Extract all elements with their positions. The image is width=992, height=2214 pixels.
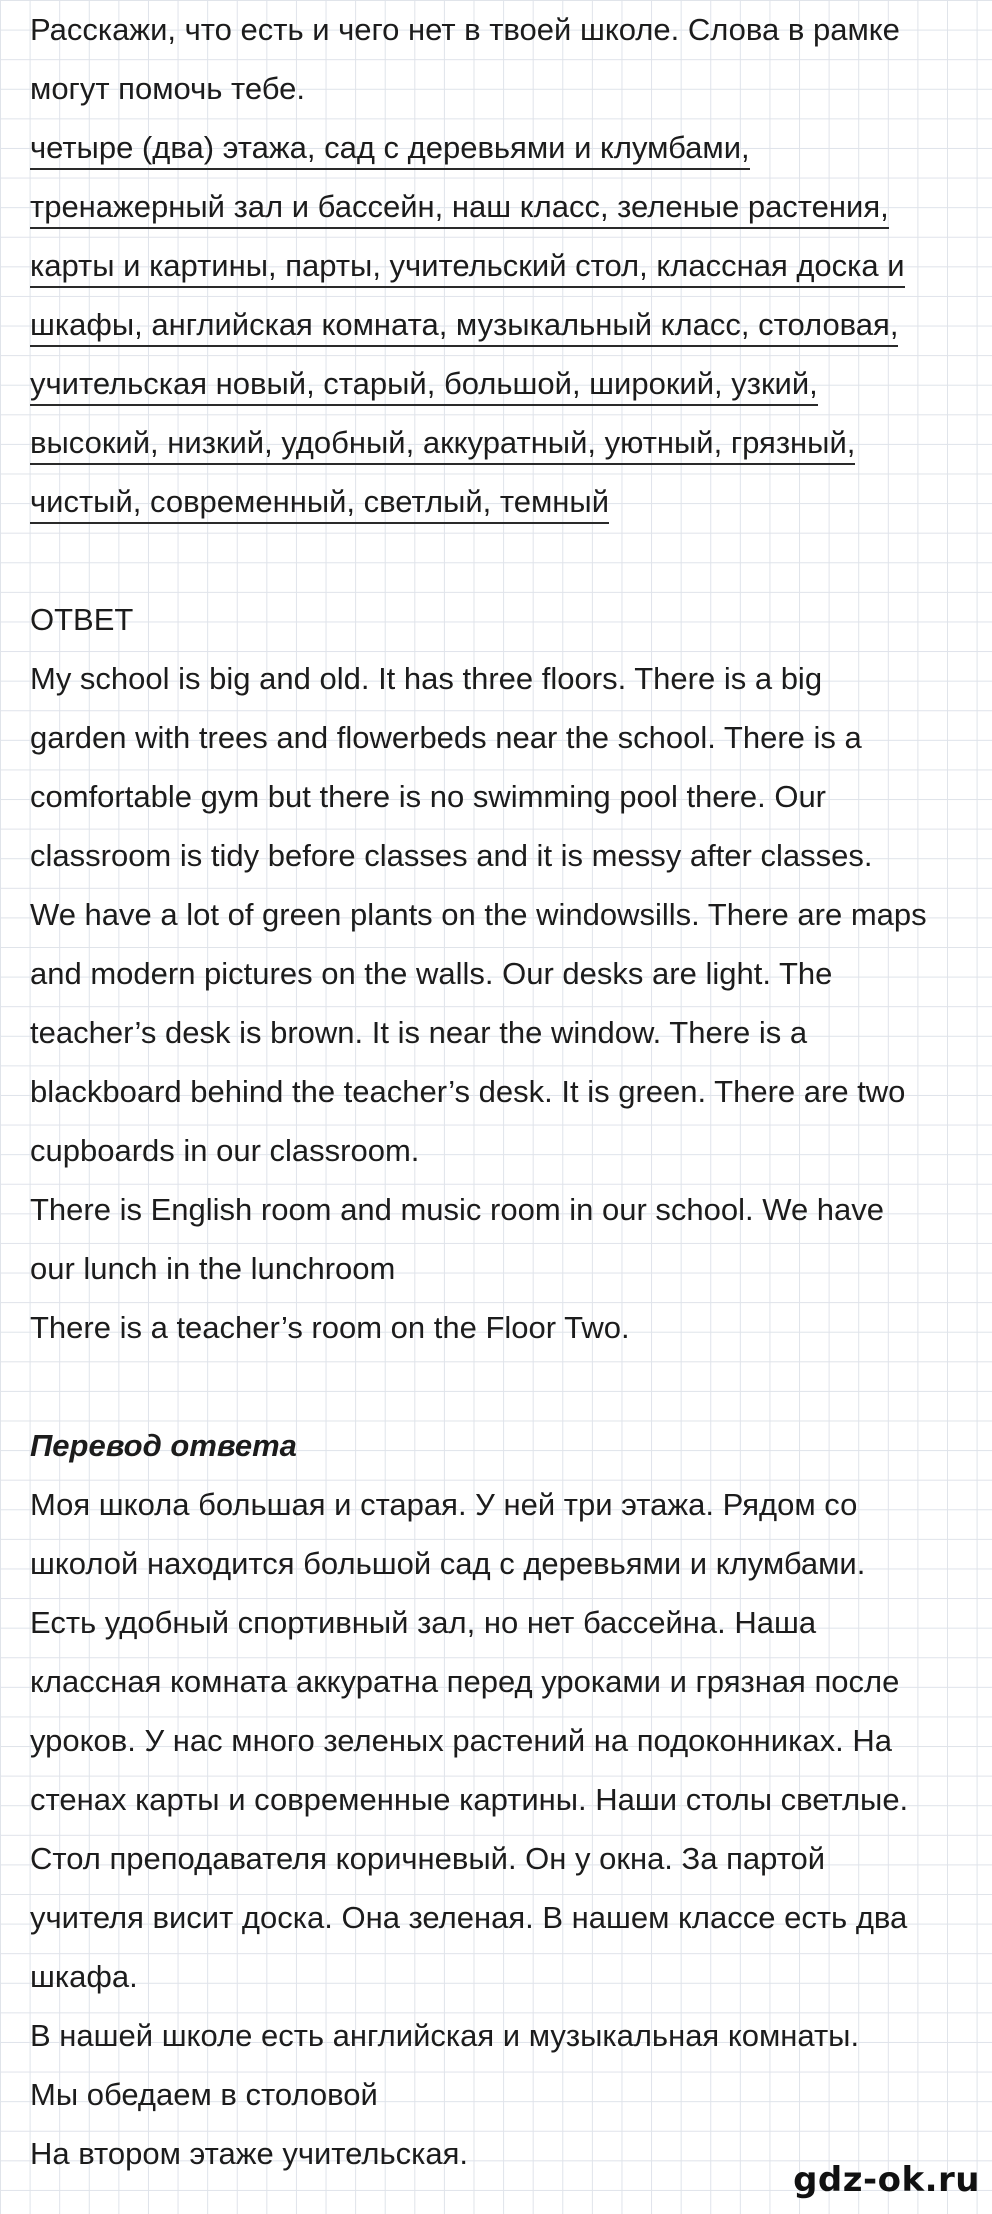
word-box-line: шкафы, английская комната, музыкальный класс, столовая, [30,295,980,354]
translation-line: Стол преподавателя коричневый. Он у окна. За партой [30,1841,826,1876]
answer-line: cupboards in our classroom. [30,1133,420,1168]
translation-line: уроков. У нас много зеленых растений на подоконниках. На [30,1723,892,1758]
word-box-line: учительская новый, старый, большой, широкий, узкий, [30,354,980,413]
spacer [30,1357,980,1416]
task-text [30,0,980,118]
answer-line: There is English room and music room in our school. We have [30,1192,885,1227]
translation-line: школой находится большой сад с деревьями и клумбами. [30,1546,866,1581]
word-box-line: высокий, низкий, удобный, аккуратный, уютный, грязный, [30,413,980,472]
answer-heading: ОТВЕТ [30,602,134,637]
translation-line: классная комната аккуратна перед уроками и грязная после [30,1664,900,1699]
answer-line: our lunch in the lunchroom [30,1251,396,1286]
translation-line: Есть удобный спортивный зал, но нет бассейна. Наша [30,1605,817,1640]
answer-line: My school is big and old. It has three floors. There is a big [30,661,823,696]
translation-line: шкафа. [30,1959,138,1994]
translation-heading: Перевод ответа [30,1428,297,1463]
translation-line: учителя висит доска. Она зеленая. В нашем классе есть два [30,1900,908,1935]
answer-text [30,649,980,1357]
translation-line: В нашей школе есть английская и музыкальная комнаты. [30,2018,860,2053]
answer-line: classroom is tidy before classes and it is messy after classes. [30,838,873,873]
translation-line: Мы обедаем в столовой [30,2077,378,2112]
answer-line: blackboard behind the teacher’s desk. It is green. There are two [30,1074,906,1109]
translation-line: На втором этаже учительская. [30,2136,468,2171]
document-page [30,0,980,2183]
answer-line: There is a teacher’s room on the Floor Two. [30,1310,630,1345]
task-line: Расскажи, что есть и чего нет в твоей школе. Слова в рамке [30,12,900,47]
translation-line: стенах карты и современные картины. Наши столы светлые. [30,1782,909,1817]
word-box-line: карты и картины, парты, учительский стол, классная доска и [30,236,980,295]
answer-line: We have a lot of green plants on the windowsills. There are maps [30,897,927,932]
answer-line: and modern pictures on the walls. Our desks are light. The [30,956,833,991]
answer-line: garden with trees and flowerbeds near the school. There is a [30,720,862,755]
task-line: могут помочь тебе. [30,71,305,106]
answer-line: comfortable gym but there is no swimming pool there. Our [30,779,827,814]
word-box [30,118,980,531]
translation-line: Моя школа большая и старая. У ней три этажа. Рядом со [30,1487,858,1522]
translation-text [30,1475,980,2183]
word-box-line: тренажерный зал и бассейн, наш класс, зеленые растения, [30,177,980,236]
site-watermark: gdz-ok.ru [793,2160,980,2200]
spacer [30,531,980,590]
word-box-line: четыре (два) этажа, сад с деревьями и клумбами, [30,118,980,177]
answer-line: teacher’s desk is brown. It is near the window. There is a [30,1015,808,1050]
word-box-line: чистый, современный, светлый, темный [30,472,980,531]
